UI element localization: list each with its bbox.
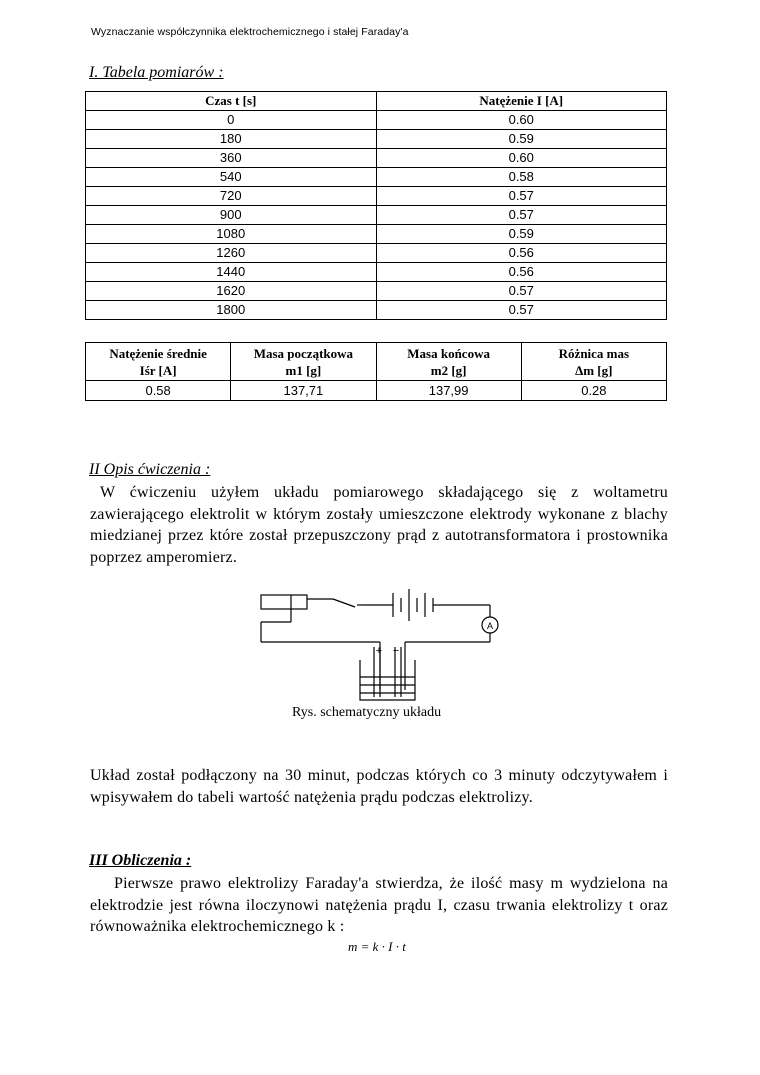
table-cell: 1620: [86, 282, 377, 301]
switch-icon: [333, 599, 355, 607]
table-cell: 0.57: [376, 187, 667, 206]
table-row: [86, 206, 667, 225]
table-cell: 0.57: [376, 206, 667, 225]
table-header-row: [86, 92, 667, 111]
results-table: [85, 342, 667, 401]
table-cell: 1440: [86, 263, 377, 282]
column-header-current: Natężenie I [A]: [376, 92, 667, 111]
table-cell: 0.58: [86, 381, 231, 401]
table-row: [86, 168, 667, 187]
table-cell: 0.28: [521, 381, 666, 401]
table-row: [86, 111, 667, 130]
table-cell: 0.59: [376, 225, 667, 244]
procedure-paragraph: Układ został podłączony na 30 minut, podczas których co 3 minuty odczytywałem i wpisywałem do tabeli wartość natężenia prądu podczas elektrolizy.: [90, 767, 668, 806]
table-cell: 0.58: [376, 168, 667, 187]
electrolyzer-icon: [360, 647, 415, 700]
table-cell: 1080: [86, 225, 377, 244]
section-title-measurements: I. Tabela pomiarów :: [89, 64, 224, 81]
column-header-initial-mass: Masa początkowa m1 [g]: [231, 343, 376, 381]
table-cell: 540: [86, 168, 377, 187]
table-cell: 0.59: [376, 130, 667, 149]
table-row: [86, 225, 667, 244]
table-row: [86, 149, 667, 168]
table-row: [86, 263, 667, 282]
table-row: [86, 282, 667, 301]
measurements-table: [85, 91, 667, 320]
circuit-diagram: [255, 585, 505, 710]
description-paragraph: W ćwiczeniu użyłem układu pomiarowego składającego się z woltametru zawierającego elektrolit w którym zostały umieszczone elektrody wykonane z blachy miedzianej przez które został przepuszczony prąd z autotransformatora i prostownika poprzez amperomierz.: [90, 484, 668, 566]
table-cell: 180: [86, 130, 377, 149]
table-header-row: [86, 343, 667, 381]
table-row: [86, 244, 667, 263]
table-cell: 137,99: [376, 381, 521, 401]
table-cell: 0.60: [376, 111, 667, 130]
faraday-formula: m = k · I · t: [348, 939, 406, 954]
figure-caption: Rys. schematyczny układu: [292, 705, 442, 720]
column-header-mass-difference: Różnica mas ∆m [g]: [521, 343, 666, 381]
table-cell: 900: [86, 206, 377, 225]
column-header-final-mass: Masa końcowa m2 [g]: [376, 343, 521, 381]
table-cell: 0: [86, 111, 377, 130]
column-header-time: Czas t [s]: [86, 92, 377, 111]
table-cell: 360: [86, 149, 377, 168]
battery-icon: [365, 589, 490, 621]
table-cell: 0.60: [376, 149, 667, 168]
minus-label: −: [392, 645, 400, 657]
table-row: [86, 301, 667, 320]
table-cell: 720: [86, 187, 377, 206]
table-cell: 137,71: [231, 381, 376, 401]
autotransformer-icon: [261, 595, 307, 609]
table-cell: 0.57: [376, 301, 667, 320]
plus-label: +: [375, 645, 383, 657]
table-row: [86, 130, 667, 149]
table-cell: 0.56: [376, 263, 667, 282]
document-header: Wyznaczanie współczynnika elektrochemicznego i stałej Faraday'a: [91, 26, 409, 38]
table-row: [86, 187, 667, 206]
column-header-avg-current: Natężenie średnie Iśr [A]: [86, 343, 231, 381]
section-title-description: II Opis ćwiczenia :: [89, 461, 211, 478]
table-cell: 1800: [86, 301, 377, 320]
table-cell: 0.56: [376, 244, 667, 263]
table-cell: 0.57: [376, 282, 667, 301]
table-row: [86, 381, 667, 401]
table-cell: 1260: [86, 244, 377, 263]
ammeter-label: A: [486, 621, 494, 631]
section-title-calculations: III Obliczenia :: [89, 852, 192, 869]
calculations-paragraph: Pierwsze prawo elektrolizy Faraday'a stwierdza, że ilość masy m wydzielona na elektrodzie jest równa iloczynowi natężenia prądu I, czasu trwania elektrolizy t oraz równoważnika elektrochemicznego k :: [90, 875, 668, 935]
